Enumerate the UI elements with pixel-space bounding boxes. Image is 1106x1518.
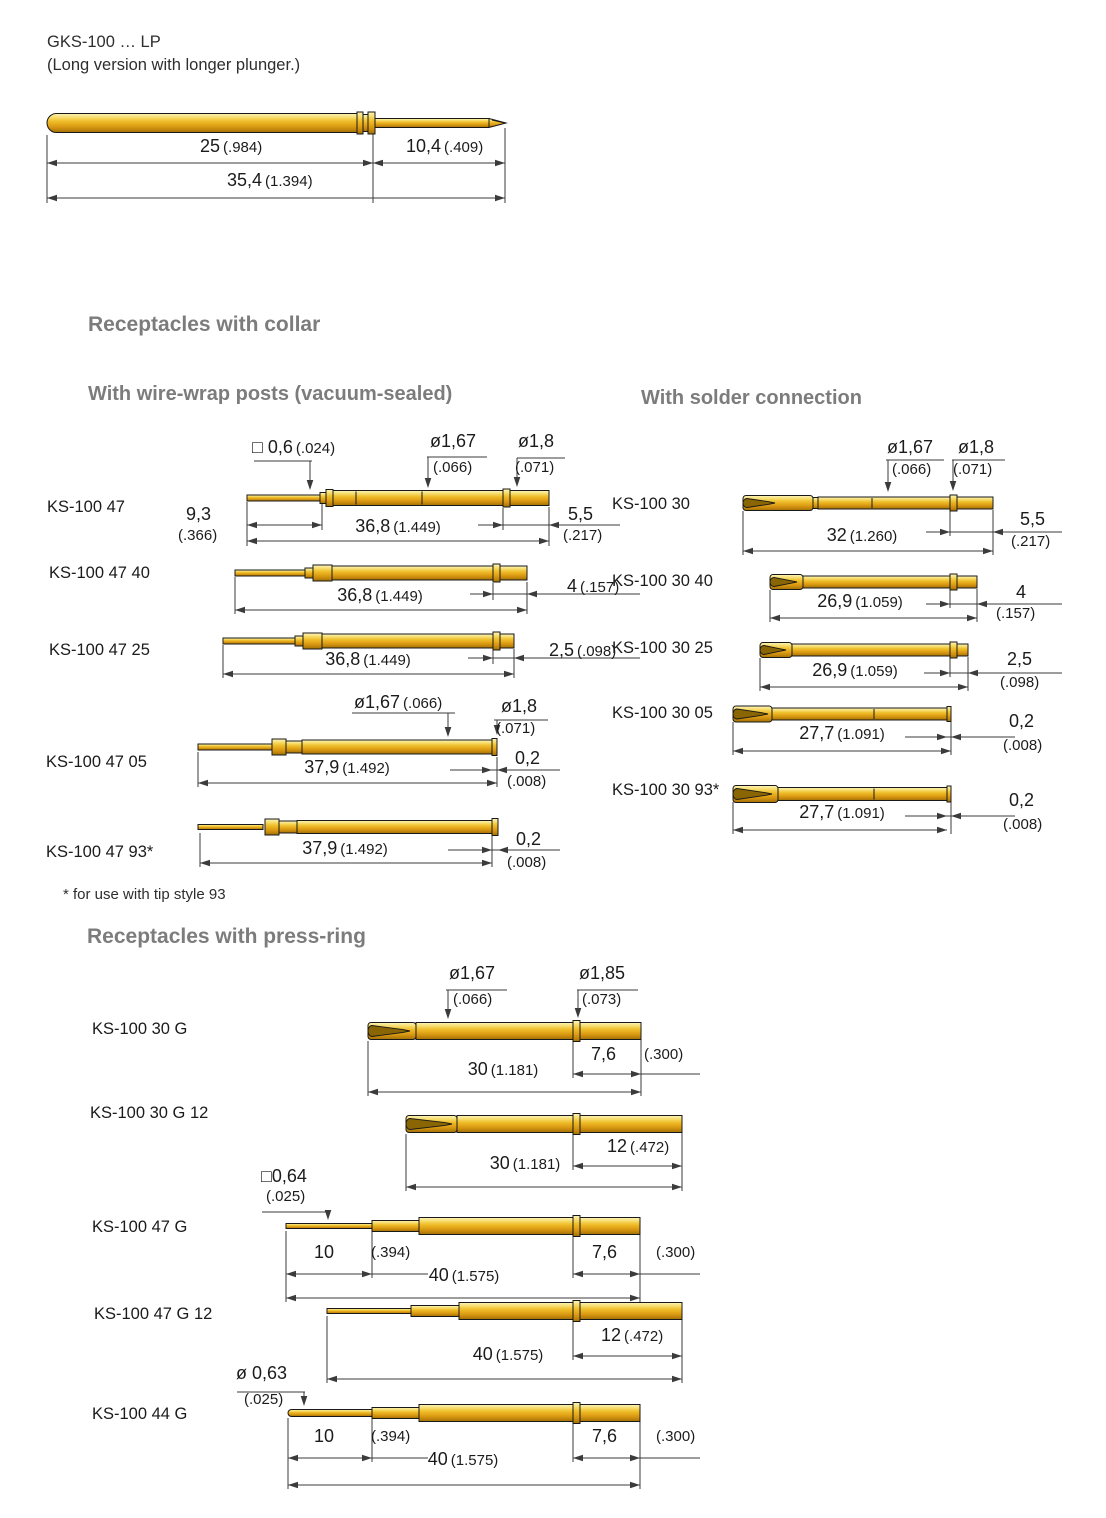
heading-receptacles-collar: Receptacles with collar — [88, 313, 321, 336]
probe-ks-100-47 — [247, 489, 549, 507]
label-ks-100-47-93: KS-100 47 93* — [46, 843, 154, 861]
heading-press-ring: Receptacles with press-ring — [87, 925, 366, 948]
dim-metric: 36,8 — [355, 516, 391, 536]
callout-square-0-64-inch: (.025) — [266, 1188, 306, 1205]
dim-37-9 — [304, 758, 390, 778]
dim-0-2: 0,2 — [516, 829, 542, 849]
callout-dia-1-67: ø1,67 — [449, 963, 496, 983]
label-ks-100-30-40: KS-100 30 40 — [612, 572, 713, 590]
dim-0-2: 0,2 — [1009, 711, 1035, 731]
label-ks-100-30: KS-100 30 — [612, 495, 690, 513]
dim-metric: 4 — [567, 576, 578, 596]
dim-7-6-inch: (.300) — [656, 1244, 696, 1261]
callout-dia-1-8: ø1,8 — [958, 437, 995, 457]
callout-dia-1-67-inch: (.066) — [433, 459, 473, 476]
dim-metric: 35,4 — [227, 170, 263, 190]
dim-metric: 40 — [427, 1449, 448, 1469]
dim-10: 10 — [314, 1242, 335, 1262]
callout-dia-1-67-inch: (.066) — [453, 991, 493, 1008]
dim-9-3-inch: (.366) — [178, 527, 218, 544]
dim-inch: (1.575) — [451, 1268, 500, 1285]
probe-ks-100-44-g — [288, 1403, 640, 1424]
dim-metric: 26,9 — [817, 591, 853, 611]
callout-dia-1-67: ø1,67 — [887, 437, 934, 457]
dim-metric: 27,7 — [799, 802, 835, 822]
gks-dim-barrel — [200, 137, 262, 157]
dim-4: 4 — [1016, 582, 1027, 602]
page-title: GKS-100 … LP — [47, 33, 161, 51]
callout-dia-1-8-inch: (.071) — [953, 461, 993, 478]
dim-9-3: 9,3 — [186, 504, 212, 524]
dim-metric: 40 — [472, 1344, 493, 1364]
callout-metric: □ 0,6 — [252, 437, 293, 457]
probe-ks-100-30-25 — [760, 642, 968, 658]
dim-37-9 — [302, 839, 388, 859]
label-ks-100-47-25: KS-100 47 25 — [49, 641, 150, 659]
dim-inch: (.098) — [577, 643, 617, 660]
dim-metric: 36,8 — [337, 585, 373, 605]
dim-inch: (.472) — [624, 1328, 664, 1345]
dim-5-5-inch: (.217) — [1011, 533, 1051, 550]
callout-dia-1-8: ø1,8 — [518, 431, 555, 451]
probe-ks-100-30-g — [368, 1021, 641, 1042]
dim-30 — [490, 1154, 561, 1174]
probe-gks-100-lp — [47, 112, 506, 134]
dim-inch: (1.181) — [490, 1062, 539, 1079]
probe-ks-100-47-05 — [198, 739, 497, 756]
dim-5-5-inch: (.217) — [563, 527, 603, 544]
dim-inch: (1.449) — [375, 588, 423, 605]
dim-0-2-inch: (.008) — [507, 854, 547, 871]
dim-metric: 37,9 — [302, 838, 338, 858]
dim-inch: (1.492) — [342, 760, 390, 777]
dim-10-inch: (.394) — [371, 1244, 411, 1261]
callout-dia-0-63-inch: (.025) — [244, 1391, 284, 1408]
dim-7-6: 7,6 — [592, 1426, 618, 1446]
dim-inch: (1.181) — [512, 1156, 561, 1173]
dim-metric: 12 — [607, 1136, 628, 1156]
dim-10: 10 — [314, 1426, 335, 1446]
label-ks-100-30-g-12: KS-100 30 G 12 — [90, 1104, 209, 1122]
label-ks-100-30-g: KS-100 30 G — [92, 1020, 188, 1038]
dim-inch: (.984) — [223, 139, 263, 156]
dim-36-8 — [355, 517, 441, 537]
dim-inch: (1.394) — [265, 173, 313, 190]
gks-dim-total — [227, 171, 313, 191]
dim-inch: (.472) — [630, 1139, 670, 1156]
dim-inch: (1.492) — [340, 841, 388, 858]
dim-inch: (1.449) — [393, 519, 441, 536]
dim-metric: 40 — [428, 1265, 449, 1285]
label-ks-100-47-40: KS-100 47 40 — [49, 564, 150, 582]
probe-ks-100-30-05 — [733, 706, 951, 722]
callout-inch: (.024) — [295, 440, 336, 457]
dim-metric: 10,4 — [406, 136, 442, 156]
dim-2-5-inch: (.098) — [1000, 674, 1040, 691]
dim-36-8 — [337, 586, 423, 606]
label-ks-100-47: KS-100 47 — [47, 498, 125, 516]
heading-wire-wrap: With wire-wrap posts (vacuum-sealed) — [88, 383, 453, 405]
dim-metric: 25 — [200, 136, 221, 156]
callout-square-0-64: □0,64 — [261, 1166, 307, 1186]
dim-inch: (.157) — [580, 579, 620, 596]
dim-0-2-inch: (.008) — [1003, 737, 1043, 754]
dim-12 — [607, 1137, 669, 1157]
dim-40 — [428, 1450, 499, 1470]
dim-metric: 30 — [489, 1153, 510, 1173]
dim-metric: 32 — [826, 525, 847, 545]
dim-inch: (.409) — [444, 139, 484, 156]
heading-solder: With solder connection — [641, 387, 862, 409]
dim-4-inch: (.157) — [996, 605, 1036, 622]
probe-ks-100-30-g-12 — [406, 1114, 682, 1135]
dim-4 — [567, 577, 619, 597]
label-ks-100-44-g: KS-100 44 G — [92, 1405, 188, 1423]
footnote-tip-style-93: * for use with tip style 93 — [63, 886, 226, 903]
dim-inch: (1.575) — [495, 1347, 544, 1364]
dim-metric: 2,5 — [549, 640, 575, 660]
callout-dia-1-8: ø1,8 — [501, 696, 538, 716]
dim-metric: 37,9 — [304, 757, 340, 777]
dim-metric: 12 — [601, 1325, 622, 1345]
dim-metric: 30 — [467, 1059, 488, 1079]
label-ks-100-47-g-12: KS-100 47 G 12 — [94, 1305, 213, 1323]
callout-dia-1-85-inch: (.073) — [582, 991, 622, 1008]
callout-dia-0-63: ø 0,63 — [236, 1363, 288, 1383]
dim-12 — [601, 1326, 663, 1346]
dim-5-5: 5,5 — [568, 504, 594, 524]
dim-7-6: 7,6 — [592, 1242, 618, 1262]
dim-32 — [827, 526, 898, 546]
dim-inch: (1.575) — [450, 1452, 499, 1469]
dim-0-2: 0,2 — [1009, 790, 1035, 810]
dim-inch: (1.260) — [849, 528, 898, 545]
callout-dia-1-67-inch: (.066) — [892, 461, 932, 478]
probe-ks-100-47-g — [286, 1216, 640, 1237]
page-subtitle: (Long version with longer plunger.) — [47, 56, 301, 74]
dim-27-7 — [799, 724, 885, 744]
dim-inch: (1.449) — [363, 652, 411, 669]
probe-ks-100-30-93 — [733, 786, 951, 803]
dim-40 — [473, 1345, 544, 1365]
dim-2-5 — [549, 641, 616, 661]
label-ks-100-47-05: KS-100 47 05 — [46, 753, 147, 771]
dim-5-5: 5,5 — [1020, 509, 1046, 529]
dim-7-6-inch: (.300) — [656, 1428, 696, 1445]
callout-square-0-6 — [252, 438, 335, 458]
dim-10-inch: (.394) — [371, 1428, 411, 1445]
dim-inch: (1.091) — [837, 726, 885, 743]
dim-2-5: 2,5 — [1007, 649, 1033, 669]
dim-7-6: 7,6 — [591, 1044, 617, 1064]
probe-ks-100-47-25 — [223, 632, 514, 650]
dim-26-9 — [812, 661, 898, 681]
dim-metric: 27,7 — [799, 723, 835, 743]
dim-27-7 — [799, 803, 885, 823]
callout-inch: (.066) — [403, 695, 443, 712]
probe-ks-100-30-40 — [770, 574, 977, 590]
gks-dim-plunger — [406, 137, 483, 157]
dim-metric: 26,9 — [812, 660, 848, 680]
callout-dia-1-67 — [354, 693, 442, 713]
callout-metric: ø1,67 — [354, 692, 401, 712]
probe-ks-100-30 — [743, 495, 993, 511]
dim-30 — [468, 1060, 539, 1080]
callout-dia-1-8-inch: (.071) — [496, 720, 536, 737]
label-ks-100-47-g: KS-100 47 G — [92, 1218, 188, 1236]
dim-inch: (1.059) — [850, 663, 898, 680]
dim-0-2-inch: (.008) — [1003, 816, 1043, 833]
label-ks-100-30-05: KS-100 30 05 — [612, 704, 713, 722]
callout-dia-1-85: ø1,85 — [579, 963, 626, 983]
dim-inch: (1.059) — [855, 594, 903, 611]
dim-40 — [429, 1266, 500, 1286]
dim-26-9 — [817, 592, 903, 612]
probe-ks-100-47-40 — [235, 564, 527, 582]
label-ks-100-30-93: KS-100 30 93* — [612, 781, 720, 799]
probe-ks-100-47-93 — [198, 819, 498, 836]
dim-metric: 36,8 — [325, 649, 361, 669]
dim-inch: (1.091) — [837, 805, 885, 822]
dim-7-6-inch: (.300) — [644, 1046, 684, 1063]
probe-ks-100-47-g-12 — [327, 1301, 682, 1322]
dim-36-8 — [325, 650, 411, 670]
callout-dia-1-67: ø1,67 — [430, 431, 477, 451]
callout-dia-1-8-inch: (.071) — [515, 459, 555, 476]
dim-0-2-inch: (.008) — [507, 773, 547, 790]
dim-0-2: 0,2 — [515, 748, 541, 768]
label-ks-100-30-25: KS-100 30 25 — [612, 639, 713, 657]
